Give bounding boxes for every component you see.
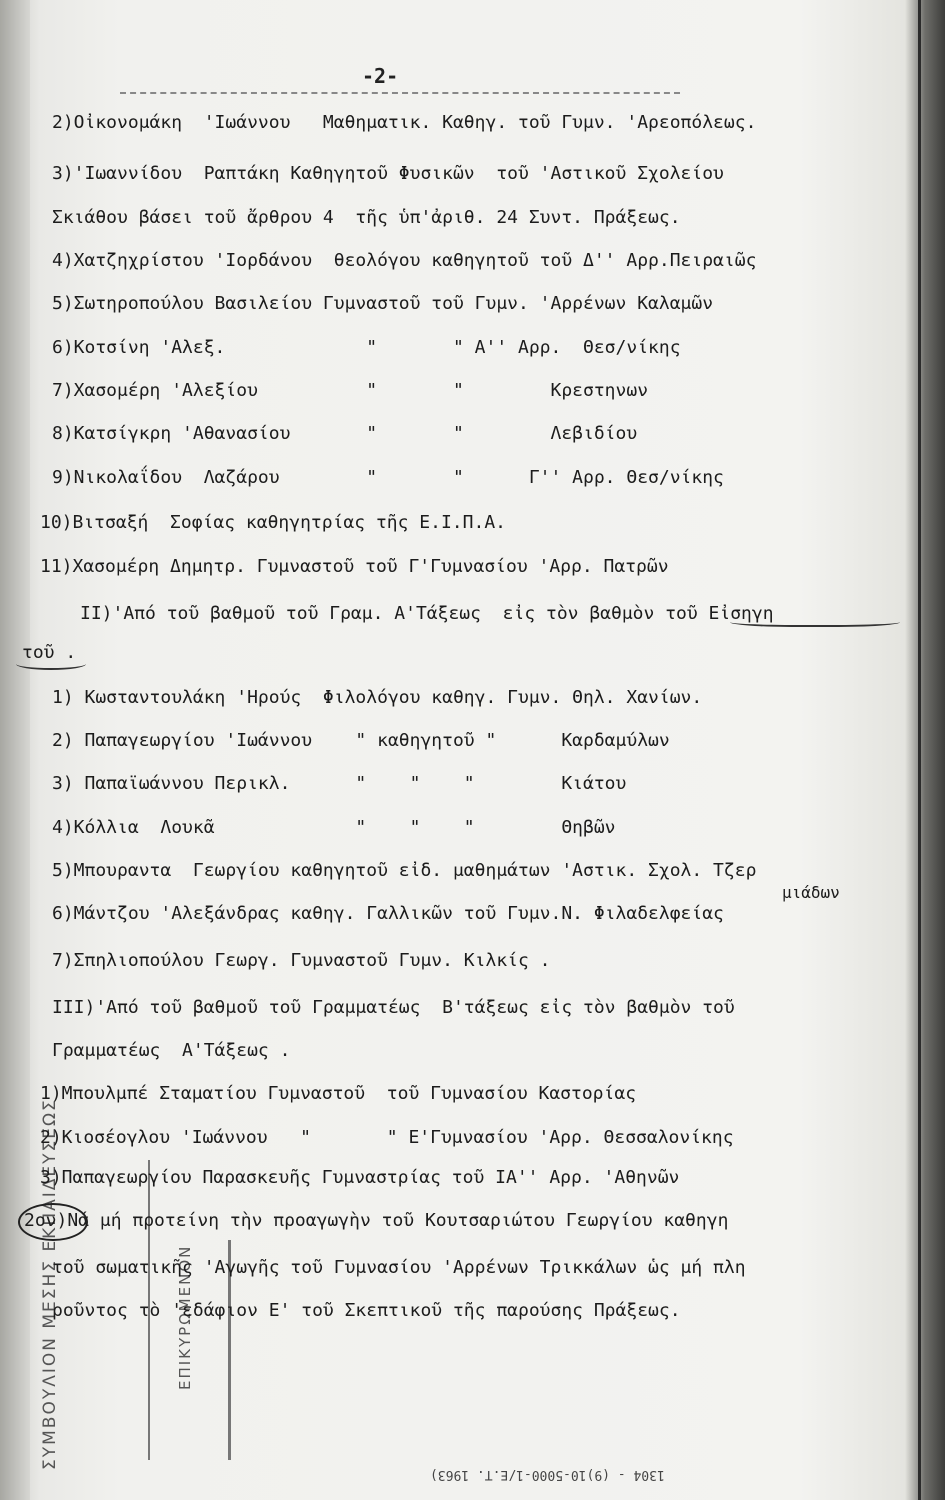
text-line: 3) Παπαϊωάννου Περικλ. " " " Κιάτου	[52, 773, 627, 794]
text-line: 7)Χασομέρη 'Αλεξίου " " Κρεστηνων	[52, 380, 649, 401]
text-line-wrap: μιάδων	[782, 883, 840, 902]
text-line: 2ον)Νά μή προτείνη τὴν προαγωγὴν τοῦ Κουτσαριώτου Γεωργίου καθηγη	[24, 1210, 729, 1231]
printer-footer: 1304 - (9)10-5000-1/Ε.Τ. 1963)	[430, 1467, 665, 1482]
text-line: τοῦ σωματικῆς 'Αγωγῆς τοῦ Γυμνασίου 'Αρρένων Τρικκάλων ὡς μή πλη	[52, 1257, 746, 1278]
section-heading: III)'Από τοῦ βαθμοῦ τοῦ Γραμματέως Β'τάξεως εἰς τὸν βαθμὸν τοῦ	[52, 997, 735, 1018]
section-heading-cont: Γραμματέως Α'Τάξεως .	[52, 1040, 291, 1061]
text-line: 5)Σωτηροπούλου Βασιλείου Γυμναστοῦ τοῦ Γυμν. 'Αρρένων Καλαμῶν	[52, 293, 714, 314]
text-line: 10)Βιτσαξή Σοφίας καθηγητρίας τῆς Ε.Ι.Π.Α.	[40, 512, 506, 533]
margin-stamp-text-2: ΕΠΙΚΥΡΩΜΕΝΟΝ	[176, 1244, 194, 1390]
text-line: 8)Κατσίγκρη 'Αθανασίου " " Λεβιδίου	[52, 423, 638, 444]
text-line: 11)Χασομέρη Δημητρ. Γυμναστοῦ τοῦ Γ'Γυμνασίου 'Αρρ. Πατρῶν	[40, 556, 669, 577]
text-line: 2) Παπαγεωργίου 'Ιωάννου " καθηγητοῦ " Καρδαμύλων	[52, 730, 670, 751]
text-line: 9)Νικολαΐδου Λαζάρου " " Γ'' Αρρ. Θεσ/νίκης	[52, 467, 724, 488]
left-margin-shadow	[0, 0, 30, 1500]
page-edge	[918, 0, 921, 1500]
text-line: 3)'Ιωαννίδου Ραπτάκη Καθηγητοῦ Φυσικῶν τοῦ 'Αστικοῦ Σχολείου	[52, 163, 724, 184]
hand-underline	[16, 658, 86, 670]
section-heading: II)'Από τοῦ βαθμοῦ τοῦ Γραμ. Α'Τάξεως εἰς τὸν βαθμὸν τοῦ Εἰσηγη	[80, 603, 774, 624]
text-line: 2)Οἰκονομάκη 'Ιωάννου Μαθηματικ. Καθηγ. τοῦ Γυμν. 'Αρεοπόλεως.	[52, 112, 757, 133]
margin-stamp-text: ΣΥΜΒΟΥΛΙΟΝ ΜΕΣΗΣ ΕΚΠΑΙΔΕΥΣΕΩΣ	[40, 1098, 60, 1470]
text-line: 3)Παπαγεωργίου Παρασκευῆς Γυμναστρίας τοῦ ΙΑ'' Αρρ. 'Αθηνῶν	[40, 1167, 680, 1188]
text-line: Σκιάθου βάσει τοῦ ἄρθρου 4 τῆς ὑπ'ἀριθ. 24 Συντ. Πράξεως.	[52, 207, 681, 228]
text-line: 4)Κόλλια Λουκᾶ " " " Θηβῶν	[52, 817, 616, 838]
text-line: 6)Κοτσίνη 'Αλεξ. " " Α'' Αρρ. Θεσ/νίκης	[52, 337, 681, 358]
text-line: 6)Μάντζου 'Αλεξάνδρας καθηγ. Γαλλικῶν τοῦ Γυμν.Ν. Φιλαδελφείας	[52, 903, 724, 924]
top-rule	[120, 92, 680, 95]
text-line: 4)Χατζηχρίστου 'Ιορδάνου θεολόγου καθηγητοῦ τοῦ Δ'' Αρρ.Πειραιῶς	[52, 250, 757, 271]
text-line: 1) Κωσταντουλάκη 'Ηρούς Φιλολόγου καθηγ. Γυμν. Θηλ. Χανίων.	[52, 687, 703, 708]
section-heading-cont: τοῦ .	[22, 642, 77, 663]
text-line: 5)Μπουραντα Γεωργίου καθηγητοῦ εἰδ. μαθημάτων 'Αστικ. Σχολ. Τζερ	[52, 860, 757, 881]
text-line: 7)Σπηλιοπούλου Γεωργ. Γυμναστοῦ Γυμν. Κιλκίς .	[52, 950, 551, 971]
page-number: -2-	[362, 64, 399, 88]
hand-underline	[730, 615, 900, 627]
text-line: 2)Κιοσέογλου 'Ιωάννου " " Ε'Γυμνασίου 'Αρρ. Θεσσαλονίκης	[40, 1127, 734, 1148]
text-line: 1)Μπουλμπέ Σταματίου Γυμναστοῦ τοῦ Γυμνασίου Καστορίας	[40, 1083, 637, 1104]
text-line: ροῦντος τὸ 'εδάφιον Ε' τοῦ Σκεπτικοῦ τῆς παρούσης Πράξεως.	[52, 1300, 681, 1321]
